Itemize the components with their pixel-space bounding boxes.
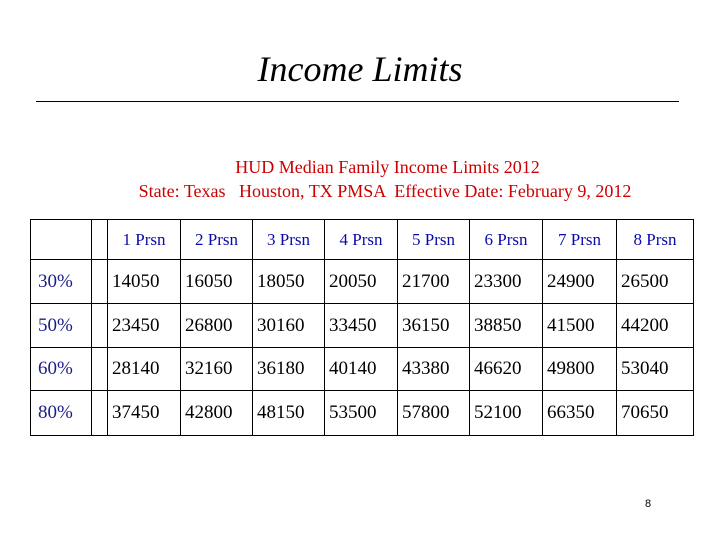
table-cell: 23450	[108, 304, 181, 348]
table-row-50-percent	[31, 304, 694, 348]
table-cell: 49800	[543, 348, 617, 391]
header-cell-6-person: 6 Prsn	[470, 220, 543, 260]
row-spacer-cell	[92, 391, 108, 436]
table-row-80-percent	[31, 391, 694, 436]
header-spacer-cell	[92, 220, 108, 260]
header-cell-7-person: 7 Prsn	[543, 220, 617, 260]
header-corner-cell	[31, 220, 92, 260]
header-cell-1-person: 1 Prsn	[108, 220, 181, 260]
table-cell: 26800	[181, 304, 253, 348]
table-cell: 52100	[470, 391, 543, 436]
table-cell: 21700	[398, 260, 470, 304]
page-number: 8	[645, 498, 652, 510]
header-cell-8-person: 8 Prsn	[617, 220, 694, 260]
table-cell: 44200	[617, 304, 694, 348]
table-cell: 57800	[398, 391, 470, 436]
table-cell: 36150	[398, 304, 470, 348]
table-cell: 43380	[398, 348, 470, 391]
header-cell-5-person: 5 Prsn	[398, 220, 470, 260]
row-label: 60%	[31, 348, 92, 391]
header-cell-2-person: 2 Prsn	[181, 220, 253, 260]
row-spacer-cell	[92, 260, 108, 304]
caption-line-1: HUD Median Family Income Limits 2012	[235, 157, 540, 177]
table-row-30-percent	[31, 260, 694, 304]
table-cell: 16050	[181, 260, 253, 304]
table-cell: 18050	[253, 260, 325, 304]
header-row	[31, 220, 694, 260]
title-divider	[36, 101, 679, 102]
table-cell: 26500	[617, 260, 694, 304]
table-cell: 24900	[543, 260, 617, 304]
table-cell: 48150	[253, 391, 325, 436]
table-cell: 28140	[108, 348, 181, 391]
table-cell: 38850	[470, 304, 543, 348]
table-cell: 36180	[253, 348, 325, 391]
table-cell: 53500	[325, 391, 398, 436]
table-cell: 20050	[325, 260, 398, 304]
table-row-60-percent	[31, 348, 694, 391]
table-cell: 14050	[108, 260, 181, 304]
row-spacer-cell	[92, 348, 108, 391]
table-cell: 53040	[617, 348, 694, 391]
table-cell: 40140	[325, 348, 398, 391]
header-cell-4-person: 4 Prsn	[325, 220, 398, 260]
caption-line-2: State: Texas Houston, TX PMSA Effective Date: February 9, 2012	[138, 181, 632, 201]
table-cell: 33450	[325, 304, 398, 348]
income-limits-table	[30, 219, 694, 436]
table-cell: 23300	[470, 260, 543, 304]
row-label: 30%	[31, 260, 92, 304]
table-cell: 37450	[108, 391, 181, 436]
row-spacer-cell	[92, 304, 108, 348]
slide-title: Income Limits	[257, 49, 463, 89]
table-cell: 30160	[253, 304, 325, 348]
table-cell: 66350	[543, 391, 617, 436]
row-label: 50%	[31, 304, 92, 348]
table-cell: 41500	[543, 304, 617, 348]
table-caption	[0, 155, 720, 203]
header-cell-3-person: 3 Prsn	[253, 220, 325, 260]
table-cell: 42800	[181, 391, 253, 436]
table-cell: 70650	[617, 391, 694, 436]
row-label: 80%	[31, 391, 92, 436]
table-cell: 32160	[181, 348, 253, 391]
table-cell: 46620	[470, 348, 543, 391]
